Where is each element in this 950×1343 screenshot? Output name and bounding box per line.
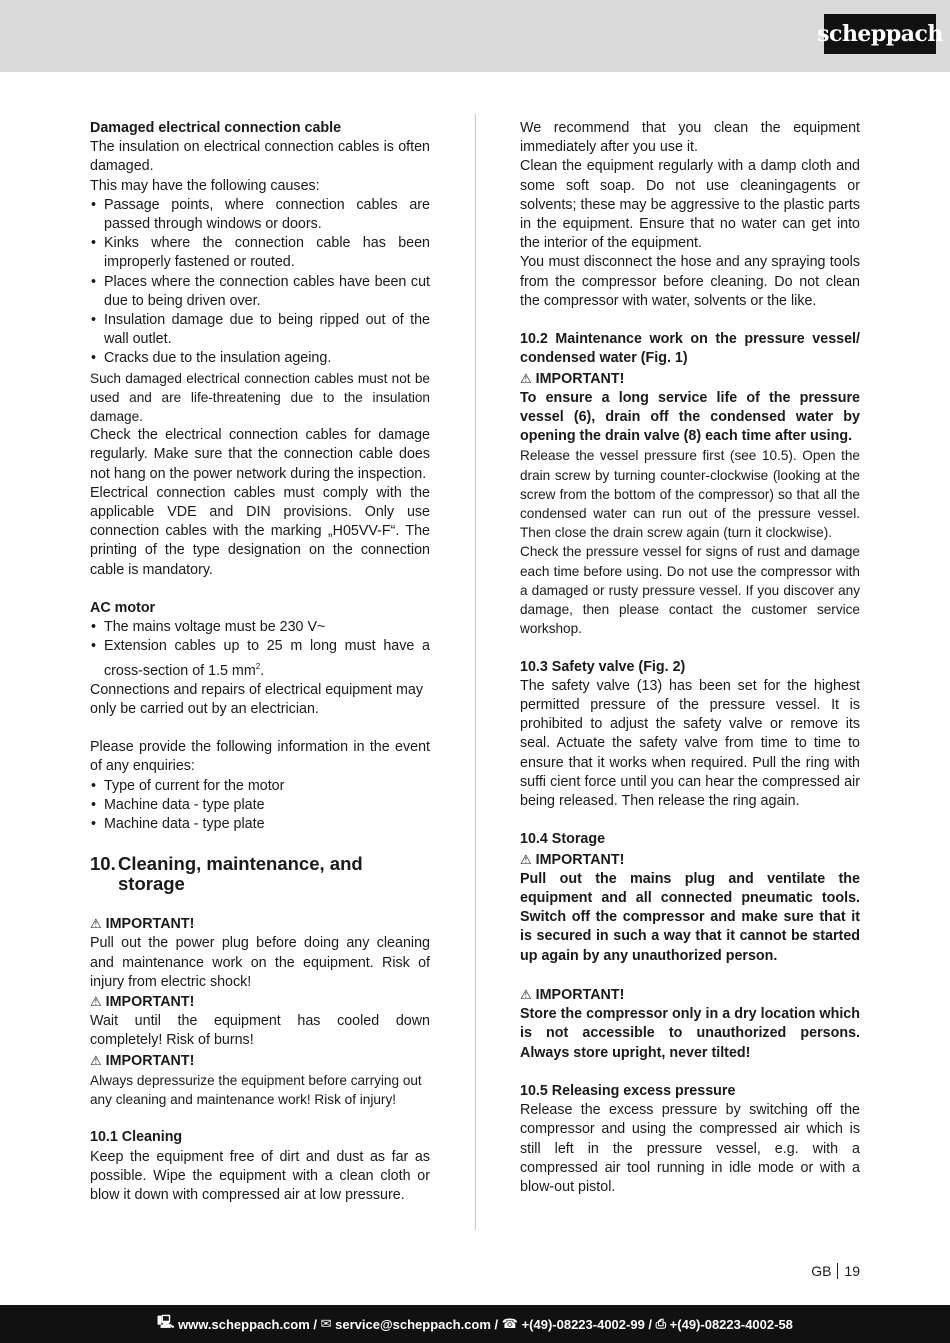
mail-icon: ✉ bbox=[320, 1316, 336, 1331]
pressure-heading: 10.5 Releasing excess pressure bbox=[520, 1083, 736, 1100]
important-label: ⚠ IMPORTANT! bbox=[520, 851, 625, 868]
warning-icon: ⚠ bbox=[90, 916, 102, 932]
right-column bbox=[520, 119, 860, 1197]
paragraph: Such damaged electrical connection cables must not be used and are life-threatening due to the insulation damage. bbox=[90, 370, 430, 425]
paragraph: Connections and repairs of electrical equipment may only be carried out by an electrician. bbox=[90, 681, 423, 717]
warning-icon: ⚠ bbox=[90, 994, 102, 1010]
important-label: ⚠ IMPORTANT! bbox=[520, 370, 625, 387]
paragraph: The safety valve (13) has been set for the highest permitted pressure of the pressure vessel. It is prohibited to adjust the safety valve or remove its seal. Actuate the safety valve from time to time to ensure that it works when required. Pull the ring with suffi cient force until you can hear the compressed air being released. Then release the ring again. bbox=[520, 677, 860, 810]
computer-icon: 🖳 bbox=[157, 1314, 179, 1329]
fax-icon: ⎙ bbox=[655, 1316, 670, 1331]
warning-icon: ⚠ bbox=[520, 987, 532, 1003]
email-link[interactable]: service@scheppach.com bbox=[335, 1316, 491, 1332]
important-label: ⚠ IMPORTANT! bbox=[90, 1052, 195, 1069]
list-item: • Insulation damage due to being ripped out of the wall outlet. bbox=[90, 311, 430, 349]
maintenance-heading: 10.2 Maintenance work on the pressure vessel/ condensed water (Fig. 1) bbox=[520, 331, 860, 367]
left-column bbox=[90, 119, 430, 1205]
paragraph: Please provide the following information in the event of any enquiries: bbox=[90, 739, 430, 775]
list-item: • Cracks due to the insulation ageing. bbox=[90, 349, 430, 368]
warning-icon: ⚠ bbox=[90, 1052, 102, 1068]
important-label: ⚠ IMPORTANT! bbox=[520, 987, 625, 1004]
page-number: GB 19 bbox=[811, 1263, 860, 1279]
footer-bar: 🖳 www.scheppach.com / ✉ service@scheppach.com / ☎ +(49)-08223-4002-99 / ⎙ +(49)-08223-4002-58 bbox=[0, 1305, 950, 1343]
section-heading: 10. Cleaning, maintenance, and storage bbox=[90, 853, 363, 895]
paragraph: Check the electrical connection cables for damage regularly. Make sure that the connection cable does not hang on the power network during the inspection. bbox=[90, 427, 430, 482]
paragraph: Always depressurize the equipment before carrying out any cleaning and maintenance work! Risk of injury! bbox=[90, 1072, 422, 1108]
list-item: • Passage points, where connection cables are passed through windows or doors. bbox=[90, 196, 430, 234]
list-item: • Machine data - type plate bbox=[90, 796, 430, 815]
safety-valve-heading: 10.3 Safety valve (Fig. 2) bbox=[520, 658, 686, 675]
list-item: • Type of current for the motor bbox=[90, 777, 430, 796]
scheppach-logo: scheppach bbox=[824, 14, 936, 54]
motor-list bbox=[90, 618, 430, 680]
bold-paragraph: Store the compressor only in a dry location which is not accessible to unauthorized persons. Always store upright, never tilted! bbox=[520, 1006, 860, 1061]
cable-heading: Damaged electrical connection cable bbox=[90, 120, 342, 136]
enquiry-list bbox=[90, 777, 430, 835]
paragraph: We recommend that you clean the equipment immediately after you use it. bbox=[520, 120, 860, 156]
paragraph: The insulation on electrical connection cables is often damaged. bbox=[90, 139, 430, 175]
list-item: • Machine data - type plate bbox=[90, 815, 430, 834]
cleaning-heading: 10.1 Cleaning bbox=[90, 1129, 183, 1146]
important-label: ⚠ IMPORTANT! bbox=[90, 916, 195, 933]
motor-heading: AC motor bbox=[90, 600, 156, 617]
paragraph: Release the vessel pressure first (see 10.5). Open the drain screw by turning counter-clockwise (looking at the screw from the bottom of the compressor) so that all the condensed water can run out of the pressure vessel. Then close the drain screw again (turn it clockwise). bbox=[520, 448, 860, 541]
storage-heading: 10.4 Storage bbox=[520, 831, 606, 848]
cause-list bbox=[90, 196, 430, 369]
phone-number: +(49)-08223-4002-99 bbox=[521, 1316, 645, 1332]
column-divider bbox=[475, 114, 476, 1230]
paragraph: You must disconnect the hose and any spraying tools from the compressor before cleaning. Do not clean the compressor with water, solvents or the like. bbox=[520, 254, 860, 309]
fax-number: +(49)-08223-4002-58 bbox=[669, 1316, 793, 1332]
list-item: • Places where the connection cables have been cut due to being driven over. bbox=[90, 273, 430, 311]
paragraph: This may have the following causes: bbox=[90, 177, 320, 194]
phone-icon: ☎ bbox=[501, 1316, 522, 1331]
bold-paragraph: To ensure a long service life of the pressure vessel (6), drain off the condensed water by opening the drain valve (8) each time after using. bbox=[520, 389, 860, 445]
list-item: • Extension cables up to 25 m long must have a cross-section of 1.5 $mm^2$. bbox=[90, 637, 430, 680]
important-label: ⚠ IMPORTANT! bbox=[90, 994, 195, 1011]
paragraph: Clean the equipment regularly with a damp cloth and some soft soap. Do not use cleaningagents or solvents; these may be aggressive to the plastic parts in the equipment. Ensure that no water can get into the interior of the equipment. bbox=[520, 158, 860, 252]
paragraph: Electrical connection cables must comply with the applicable VDE and DIN provisions. Only use connection cables with the marking „H05VV-F“. The printing of the type designation on the connection cable is mandatory. bbox=[90, 484, 430, 578]
paragraph: Release the excess pressure by switching off the compressor and using the compressed air which is still left in the pressure vessel, e.g. with a compressed air tool running in idle mode or with a blow-out pistol. bbox=[520, 1102, 860, 1196]
paragraph: Pull out the power plug before doing any cleaning and maintenance work on the equipment. Risk of injury from electric shock! bbox=[90, 935, 430, 990]
bold-paragraph: Pull out the mains plug and ventilate the equipment and all connected pneumatic tools. Switch off the compressor and make sure that it is secured in such a way that it cannot be started up again by any unauthorized person. bbox=[520, 870, 860, 964]
warning-icon: ⚠ bbox=[520, 370, 532, 386]
paragraph: Keep the equipment free of dirt and dust as far as possible. Wipe the equipment with a clean cloth or blow it down with compressed air at low pressure. bbox=[90, 1148, 430, 1204]
paragraph: Wait until the equipment has cooled down completely! Risk of burns! bbox=[90, 1013, 430, 1049]
website-link[interactable]: www.scheppach.com bbox=[178, 1316, 310, 1332]
header-bar bbox=[0, 0, 950, 72]
list-item: • Kinks where the connection cable has been improperly fastened or routed. bbox=[90, 234, 430, 272]
paragraph: Check the pressure vessel for signs of rust and damage each time before using. Do not use the compressor with a damaged or rusty pressure vessel. If you discover any damage, then please contact the customer service workshop. bbox=[520, 544, 860, 637]
list-item: • The mains voltage must be 230 V~ bbox=[90, 618, 430, 637]
warning-icon: ⚠ bbox=[520, 851, 532, 867]
